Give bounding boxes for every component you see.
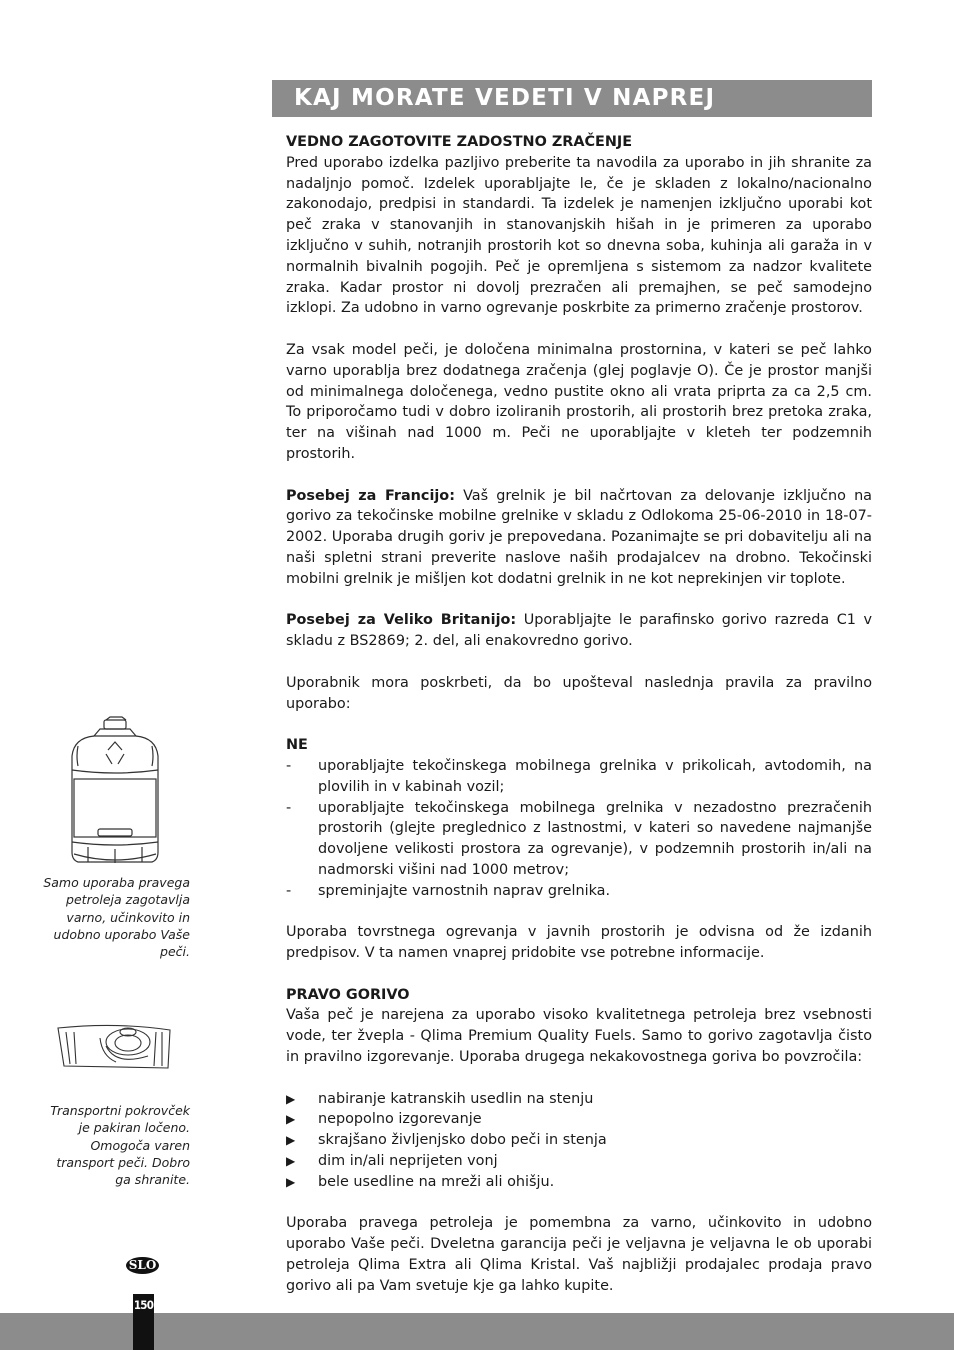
list-item-text: dim in/ali neprijeten vonj	[318, 1153, 498, 1170]
list-item	[286, 881, 872, 902]
list-item	[286, 1172, 872, 1193]
list-item	[286, 756, 872, 798]
list-item	[286, 1109, 872, 1130]
page-number: 150	[133, 1298, 154, 1312]
paragraph-warranty: Uporaba pravega petroleja je pomembna za varno, učinkovito in udobno uporabo Vaše peči. Dveletna garancija peči je veljavna je veljavna le ob uporabi petroleja Qlima Extra ali Qlima Kristal. Vaš najbližji prodajalec prodaja pravo gorivo ali pa Vam svetuje kje ga lahko kupite.	[286, 1215, 872, 1294]
paragraph-rules-intro: Uporabnik mora poskrbeti, da bo upošteval naslednja pravila za pravilno uporabo:	[286, 674, 872, 712]
list-item-text: spreminjajte varnostnih naprav grelnika.	[318, 882, 611, 899]
caption-transport-cap: Transportni pokrovček je pakiran ločeno. Omogoča varen transport peči. Dobro ga shranite.	[50, 1103, 190, 1188]
list-item	[286, 1151, 872, 1172]
paragraph-room-volume: Za vsak model peči, je določena minimalna prostornina, v kateri se peč lahko varno uporablja brez dodatnega zračenja (glej poglavje O). Če je prostor manjši od minimalnega določenega, vedno pustite okno ali vrata priprta za ca 2,5 cm. To priporočamo tudi v dobro izoliranih prostorih, ali prostorih brez pretoka zraka, ter na višinah nad 1000 m. Peči ne uporabljajte v kleteh ter podzemnih prostorih.	[286, 341, 872, 462]
uk-label: Posebej za Veliko Britanijo:	[286, 612, 517, 629]
consequence-list	[286, 1089, 872, 1193]
triangle-bullet-icon: ▶	[286, 1133, 296, 1148]
list-item-text: nabiranje katranskih usedlin na stenju	[318, 1090, 594, 1107]
ne-list	[286, 756, 872, 902]
paragraph-public-use: Uporaba tovrstnega ogrevanja v javnih prostorih je odvisna od že izdanih predpisov. V ta namen vnaprej pridobite vse potrebne informacije.	[286, 924, 872, 962]
paragraph-uk	[286, 610, 872, 652]
language-badge: SLO	[126, 1257, 159, 1274]
list-item	[286, 1089, 872, 1110]
paragraph-fuel: Vaša peč je narejena za uporabo visoko kvalitetnega petroleja brez vsebnosti vode, ter žvepla - Qlima Premium Quality Fuels. Samo to gorivo zagotavlja čisto in pravilno izgorevanje. Uporaba drugega nekakovostnega goriva bo povzročila:	[286, 1007, 872, 1066]
caption-fuel: Samo uporaba pravega petroleja zagotavlja varno, učinkovito in udobno uporabo Vaše peči.	[43, 875, 190, 960]
main-content	[286, 132, 872, 1317]
triangle-bullet-icon: ▶	[286, 1154, 296, 1169]
transport-cap-illustration	[56, 1020, 172, 1070]
ne-label: NE	[286, 737, 308, 754]
section-heading-fuel: PRAVO GORIVO	[286, 986, 410, 1003]
section-heading-ventilation: VEDNO ZAGOTOVITE ZADOSTNO ZRAČENJE	[286, 134, 633, 150]
paragraph-france	[286, 486, 872, 590]
list-item	[286, 1130, 872, 1151]
list-item-text: bele usedline na mreži ali ohišju.	[318, 1173, 555, 1190]
page-title: KAJ MORATE VEDETI V NAPREJ	[272, 80, 872, 117]
list-item	[286, 798, 872, 881]
paragraph-intro: Pred uporabo izdelka pazljivo preberite ta navodila za uporabo in jih shranite za nadaljnjo pomoč. Izdelek uporabljajte le, če je skladen z lokalno/nacionalno zakonodajo, predpisi in standardi. Ta izdelek je namenjen izključno uporabi kot peč zraka v stanovanjih in stanovanjskih hišah in je primeren za uporabo izključno v suhih, notranjih prostorih kot so dnevna soba, kuhinja ali garaža in v normalnih bivalnih pogojih. Peč je opremljena s sistemom za nadzor kvalitete zraka. Kadar prostor ni dovolj prezračen ali premajhen, se peč samodejno izklopi. Za udobno in varno ogrevanje poskrbite za primerno zračenje prostorov.	[286, 154, 872, 317]
france-label: Posebej za Francijo:	[286, 487, 455, 504]
list-item-text: skrajšano življenjsko dobo peči in stenja	[318, 1132, 607, 1149]
dash-marker: -	[286, 757, 292, 774]
uk-text: Uporabljajte le parafinsko gorivo razreda C1 v skladu z BS2869; 2. del, ali enakovredno gorivo.	[286, 612, 873, 650]
france-text: Vaš grelnik je bil načrtovan za delovanje izključno na gorivo za tekočinske mobilne grelnike v skladu z Odlokoma 25-06-2010 in 18-07-2002. Uporaba drugih goriv je prepovedana. Pozanimajte se pri dobavitelju ali na naši spletni strani preverite naslove naših prodajalcev na drobno. Tekočinski mobilni grelnik je mišljen kot dodatni grelnik in ne kot neprekinjen vir toplote.	[286, 487, 873, 587]
dash-marker: -	[286, 882, 292, 899]
triangle-bullet-icon: ▶	[286, 1112, 296, 1127]
triangle-bullet-icon: ▶	[286, 1091, 296, 1106]
list-item-text: nepopolno izgorevanje	[318, 1111, 482, 1128]
triangle-bullet-icon: ▶	[286, 1174, 296, 1189]
fuel-canister-illustration	[66, 716, 164, 868]
dash-marker: -	[286, 799, 292, 816]
list-item-text: uporabljajte tekočinskega mobilnega grelnika v nezadostno prezračenih prostorih (glejte preglednico z lastnostmi, v kateri so navedene najmanjše dovoljene velikosti prostora za ogrevanje), v podzemnih prostorih in/ali na nadmorski višini nad 1000 metrov;	[318, 799, 872, 878]
list-item-text: uporabljajte tekočinskega mobilnega grelnika v prikolicah, avtodomih, na plovilih in v kabinah vozil;	[318, 757, 872, 795]
